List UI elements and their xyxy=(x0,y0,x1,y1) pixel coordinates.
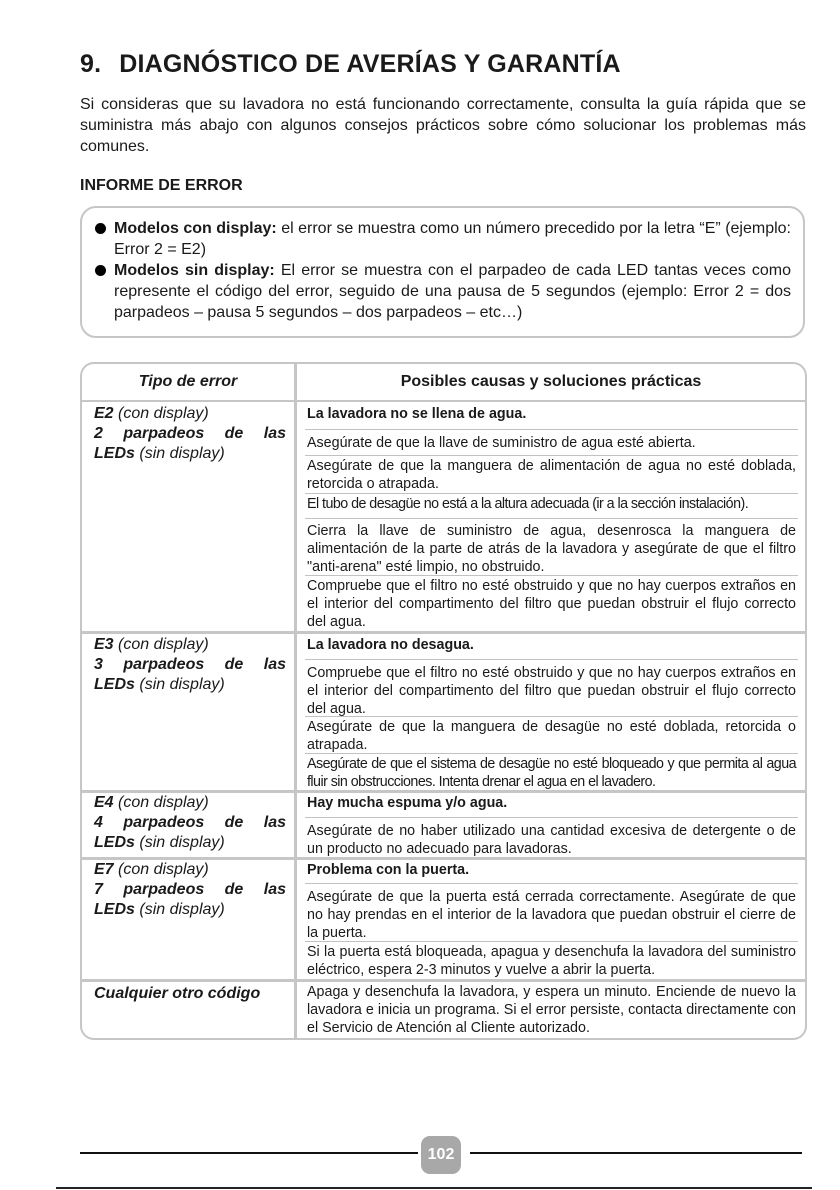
cause-item: Compruebe que el filtro no esté obstruido y que no hay cuerpos extraños en el interior del compartimento del filtro que puedan obstruir el flujo correcto del agua. xyxy=(305,575,798,631)
error-table xyxy=(80,362,807,1040)
cause-item: Asegúrate de que la manguera de desagüe no esté doblada, retorcida o atrapada. xyxy=(305,716,798,754)
row-divider xyxy=(82,631,805,634)
bullet-text: El error se muestra con el parpadeo de cada LED tantas veces como represente el código del error, seguido de una pausa de 5 segundos (ejemplo: Error 2 = dos parpadeos – pausa 5 segundos – dos parpadeos – etc…) xyxy=(114,262,792,321)
error-code-e2: E2 (con display) 2 parpadeos de las LEDs (sin display) xyxy=(94,405,286,462)
bullet-text: el error se muestra como un número precedido por la letra “E” (ejemplo: Error 2 = E2) xyxy=(114,220,792,258)
cause-item: Si la puerta está bloqueada, apagua y desenchufa la lavadora del suministro eléctrico, espera 2-3 minutos y vuelve a abrir la puerta. xyxy=(305,941,798,979)
cause-item: Cierra la llave de suministro de agua, desenrosca la manguera de alimentación de la parte de atrás de la lavadora y asegúrate de que el filtro "anti-arena" esté limpio, no obstruido. xyxy=(305,518,798,575)
cause-title: Problema con la puerta. xyxy=(307,862,470,878)
section-title-text: DIAGNÓSTICO DE AVERÍAS Y GARANTÍA xyxy=(119,50,621,78)
footer-rule-right xyxy=(470,1152,802,1154)
page-number: 102 xyxy=(421,1136,461,1174)
bullet-without-display xyxy=(92,260,791,323)
bullet-label: Modelos sin display: xyxy=(114,262,275,279)
error-code-other: Cualquier otro código xyxy=(94,985,261,1002)
page-bottom-rule xyxy=(56,1187,812,1189)
cause-item: Asegúrate de que la manguera de alimentación de agua no esté doblada, retorcida o atrapada. xyxy=(305,455,798,493)
section-title xyxy=(80,50,621,79)
error-report-box xyxy=(80,206,805,338)
cause-item: Asegúrate de que la puerta está cerrada correctamente. Asegúrate de que no hay prendas en el interior de la lavadora que puedan obstruir el cierre de la puerta. xyxy=(305,883,798,941)
column-divider xyxy=(294,364,297,1038)
footer-rule-left xyxy=(80,1152,418,1154)
section-number: 9. xyxy=(80,50,102,78)
bullet-label: Modelos con display: xyxy=(114,220,277,237)
error-report-heading: INFORME DE ERROR xyxy=(80,177,243,194)
cause-item: Asegúrate de que la llave de suministro de agua esté abierta. xyxy=(305,429,798,454)
col-header-error-type: Tipo de error xyxy=(138,373,238,390)
error-code-e4: E4 (con display) 4 parpadeos de las LEDs (sin display) xyxy=(94,794,286,851)
bullet-icon xyxy=(95,223,106,234)
table-header xyxy=(82,364,805,402)
bullet-icon xyxy=(95,265,106,276)
col-header-causes: Posibles causas y soluciones prácticas xyxy=(400,373,702,390)
cause-item: Asegúrate de no haber utilizado una cantidad excesiva de detergente o de un producto no adecuado para lavadoras. xyxy=(305,817,798,857)
cause-item: Apaga y desenchufa la lavadora, y espera un minuto. Enciende de nuevo la lavadora e inicia un programa. Si el error persiste, contacta directamente con el Servicio de Atención al Cliente autorizado. xyxy=(307,984,796,1036)
cause-title: La lavadora no desagua. xyxy=(307,637,474,653)
error-code-e7: E7 (con display) 7 parpadeos de las LEDs (sin display) xyxy=(94,861,286,918)
cause-item: Compruebe que el filtro no esté obstruido y que no hay cuerpos extraños en el interior del compartimento del filtro que puedan obstruir el flujo correcto del agua. xyxy=(305,659,798,717)
cause-title: Hay mucha espuma y/o agua. xyxy=(307,795,508,811)
cause-item: Asegúrate de que el sistema de desagüe no esté bloqueado y que permita al agua fluir sin obstrucciones. Intenta drenar el agua en el lavadero. xyxy=(305,753,798,789)
bullet-with-display xyxy=(92,218,791,260)
cause-item: El tubo de desagüe no está a la altura adecuada (ir a la sección instalación). xyxy=(305,493,798,517)
cause-title: La lavadora no se llena de agua. xyxy=(307,406,527,422)
error-code-e3: E3 (con display) 3 parpadeos de las LEDs (sin display) xyxy=(94,636,286,693)
intro-paragraph: Si consideras que su lavadora no está funcionando correctamente, consulta la guía rápida que se suministra más abajo con algunos consejos prácticos sobre cómo solucionar los problemas más comunes. xyxy=(80,96,806,155)
